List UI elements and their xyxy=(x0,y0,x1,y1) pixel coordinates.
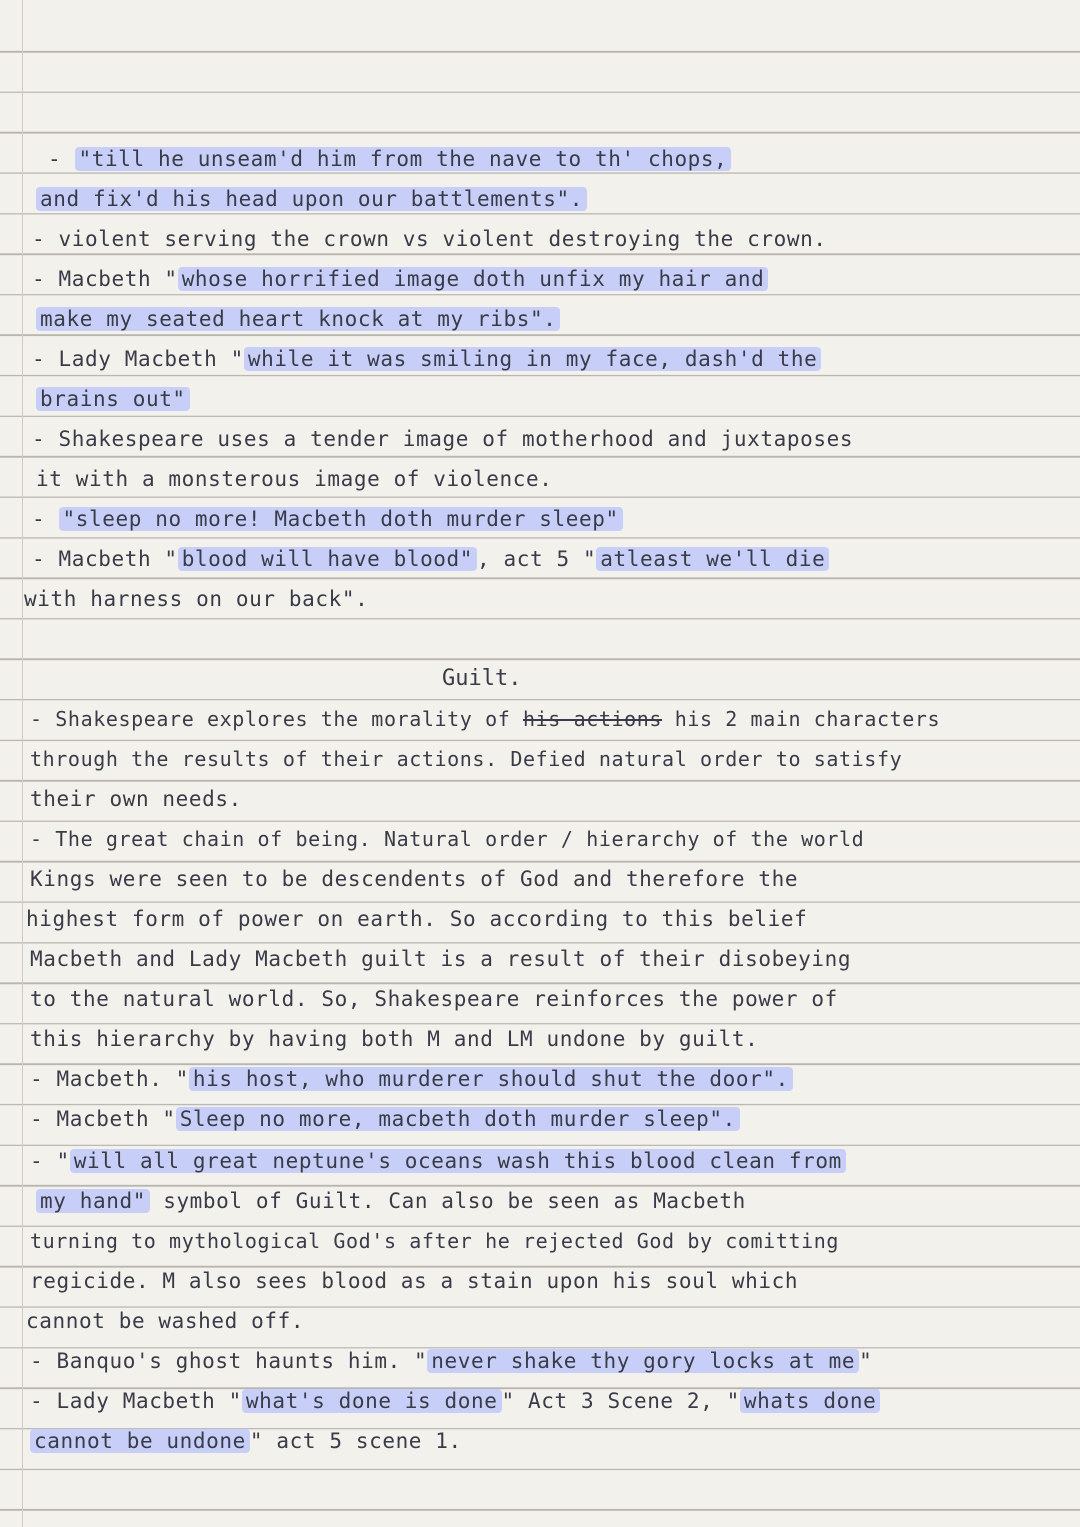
note-line xyxy=(36,184,587,214)
note-line: through the results of their actions. Defied natural order to satisfy xyxy=(30,747,903,771)
section-heading-guilt: Guilt. xyxy=(442,666,522,691)
note-line: turning to mythological God's after he rejected God by comitting xyxy=(30,1229,840,1253)
note-line: - "till he unseam'd him from the nave to th' chops, xyxy=(48,144,731,174)
note-line: - Banquo's ghost haunts him. " never shake thy gory locks at me " xyxy=(30,1349,873,1373)
highlighted-quote: never shake thy gory locks at me xyxy=(427,1349,859,1373)
note-line xyxy=(36,304,560,334)
highlighted-quote: Sleep no more, macbeth doth murder sleep". xyxy=(176,1107,740,1131)
note-line: - Macbeth " Sleep no more, macbeth doth murder sleep". xyxy=(30,1104,740,1134)
note-line: Kings were seen to be descendents of God and therefore the xyxy=(30,867,799,891)
highlighted-quote: will all great neptune's oceans wash this blood clean from xyxy=(70,1149,846,1173)
note-line: my hand" symbol of Guilt. Can also be seen as Macbeth xyxy=(36,1186,746,1216)
note-line: - Shakespeare explores the morality of his actions his 2 main characters xyxy=(30,707,941,731)
highlighted-quote: his host, who murderer should shut the door". xyxy=(189,1067,793,1091)
highlighted-quote: "sleep no more! Macbeth doth murder sleep" xyxy=(59,507,623,531)
margin-line xyxy=(22,0,23,1527)
note-line: - The great chain of being. Natural order / hierarchy of the world xyxy=(30,827,865,851)
note-line: cannot be washed off. xyxy=(26,1309,305,1333)
note-line: - Lady Macbeth " what's done is done " Act 3 Scene 2, " whats done xyxy=(30,1386,880,1416)
note-line: - violent serving the crown vs violent destroying the crown. xyxy=(32,227,827,251)
highlighted-quote: brains out" xyxy=(36,387,190,411)
highlighted-quote: make my seated heart knock at my ribs". xyxy=(36,307,560,331)
note-line: their own needs. xyxy=(30,787,242,811)
note-line: with harness on our back". xyxy=(24,587,369,611)
highlighted-quote: atleast we'll die xyxy=(596,547,829,571)
note-line: - " will all great neptune's oceans wash this blood clean from xyxy=(30,1146,846,1176)
note-line xyxy=(36,384,190,414)
note-line: - Shakespeare uses a tender image of motherhood and juxtaposes xyxy=(32,427,854,451)
note-line: regicide. M also sees blood as a stain upon his soul which xyxy=(30,1269,799,1293)
highlighted-quote: and fix'd his head upon our battlements". xyxy=(36,187,587,211)
highlighted-quote: whats done xyxy=(740,1389,880,1413)
note-line: - Macbeth " blood will have blood" , act 5 " atleast we'll die xyxy=(32,544,829,574)
crossed-out-text: his actions xyxy=(523,707,663,731)
note-line: highest form of power on earth. So according to this belief xyxy=(26,907,808,931)
note-line: to the natural world. So, Shakespeare reinforces the power of xyxy=(30,987,838,1011)
note-line: cannot be undone " act 5 scene 1. xyxy=(30,1426,462,1456)
note-line: Macbeth and Lady Macbeth guilt is a result of their disobeying xyxy=(30,947,852,971)
highlighted-quote: cannot be undone xyxy=(30,1429,250,1453)
note-line: it with a monsterous image of violence. xyxy=(36,467,553,491)
highlighted-quote: whose horrified image doth unfix my hair and xyxy=(178,267,769,291)
highlighted-quote: "till he unseam'd him from the nave to th' chops, xyxy=(75,147,732,171)
note-line: - Lady Macbeth " while it was smiling in my face, dash'd the xyxy=(32,344,821,374)
note-line: - Macbeth. " his host, who murderer should shut the door". xyxy=(30,1064,793,1094)
highlighted-quote: while it was smiling in my face, dash'd the xyxy=(244,347,821,371)
note-line: - Macbeth " whose horrified image doth unfix my hair and xyxy=(32,264,768,294)
highlighted-quote: blood will have blood" xyxy=(178,547,477,571)
note-line: this hierarchy by having both M and LM undone by guilt. xyxy=(30,1027,759,1051)
note-line: - "sleep no more! Macbeth doth murder sleep" xyxy=(32,504,623,534)
highlighted-quote: my hand" xyxy=(36,1189,150,1213)
highlighted-quote: what's done is done xyxy=(242,1389,502,1413)
